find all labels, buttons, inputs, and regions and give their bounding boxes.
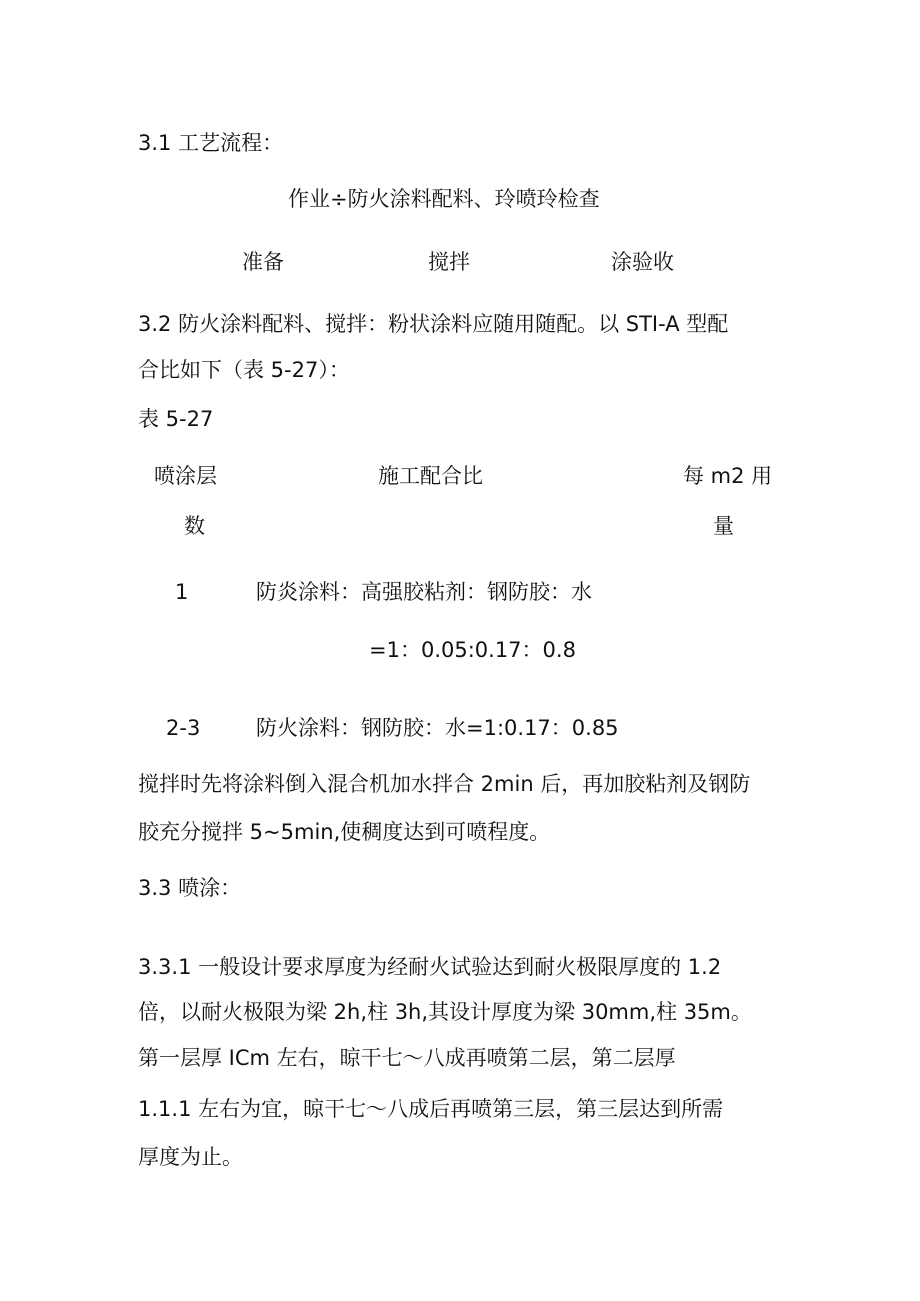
table-row-1-ratio: 防炎涂料：高强胶粘剂：钢防胶：水 bbox=[256, 580, 592, 604]
table-caption: 表 5-27 bbox=[138, 407, 214, 431]
table-row-2-ratio: 防火涂料：钢防胶：水=1:0.17：0.85 bbox=[256, 716, 619, 740]
para-3-3-1-line1: 3.3.1 一般设计要求厚度为经耐火试验达到耐火极限厚度的 1.2 bbox=[138, 955, 722, 979]
para-1-1-1-line2: 厚度为止。 bbox=[138, 1145, 243, 1169]
flow-step-prepare: 准备 bbox=[242, 250, 284, 274]
flow-step-accept: 涂验收 bbox=[611, 250, 674, 274]
flow-line: 作业÷防火涂料配料、玲喷玲检查 bbox=[288, 187, 600, 211]
section-3-2-line2: 合比如下（表 5-27）： bbox=[138, 358, 350, 382]
section-3-1-heading: 3.1 工艺流程： bbox=[138, 131, 284, 155]
mixing-note-line1: 搅拌时先将涂料倒入混合机加水拌合 2min 后，再加胶粘剂及钢防 bbox=[138, 772, 751, 796]
flow-step-mix: 搅拌 bbox=[428, 250, 470, 274]
section-3-2-line1: 3.2 防火涂料配料、搅拌：粉状涂料应随用随配。以 STI-A 型配 bbox=[138, 312, 729, 336]
para-3-3-1-line2: 倍，以耐火极限为梁 2h,柱 3h,其设计厚度为梁 30mm,柱 35m。 bbox=[138, 1000, 752, 1024]
table-header-layers: 喷涂层 bbox=[154, 464, 217, 488]
section-3-3-heading: 3.3 喷涂： bbox=[138, 876, 242, 900]
table-header-usage-cont: 量 bbox=[713, 514, 734, 538]
para-3-3-1-line3: 第一层厚 ICm 左右，晾干七～八成再喷第二层，第二层厚 bbox=[138, 1046, 676, 1070]
table-row-2-layer: 2-3 bbox=[166, 716, 201, 740]
mixing-note-line2: 胶充分搅拌 5~5min,使稠度达到可喷程度。 bbox=[138, 820, 551, 844]
para-1-1-1-line1: 1.1.1 左右为宜，晾干七～八成后再喷第三层，第三层达到所需 bbox=[138, 1097, 724, 1121]
table-row-1-layer: 1 bbox=[175, 580, 189, 604]
table-row-1-ratio-cont: =1：0.05:0.17：0.8 bbox=[369, 638, 576, 662]
table-header-layers-cont: 数 bbox=[184, 514, 205, 538]
table-header-ratio: 施工配合比 bbox=[378, 464, 483, 488]
table-header-usage: 每 m2 用 bbox=[683, 464, 773, 488]
